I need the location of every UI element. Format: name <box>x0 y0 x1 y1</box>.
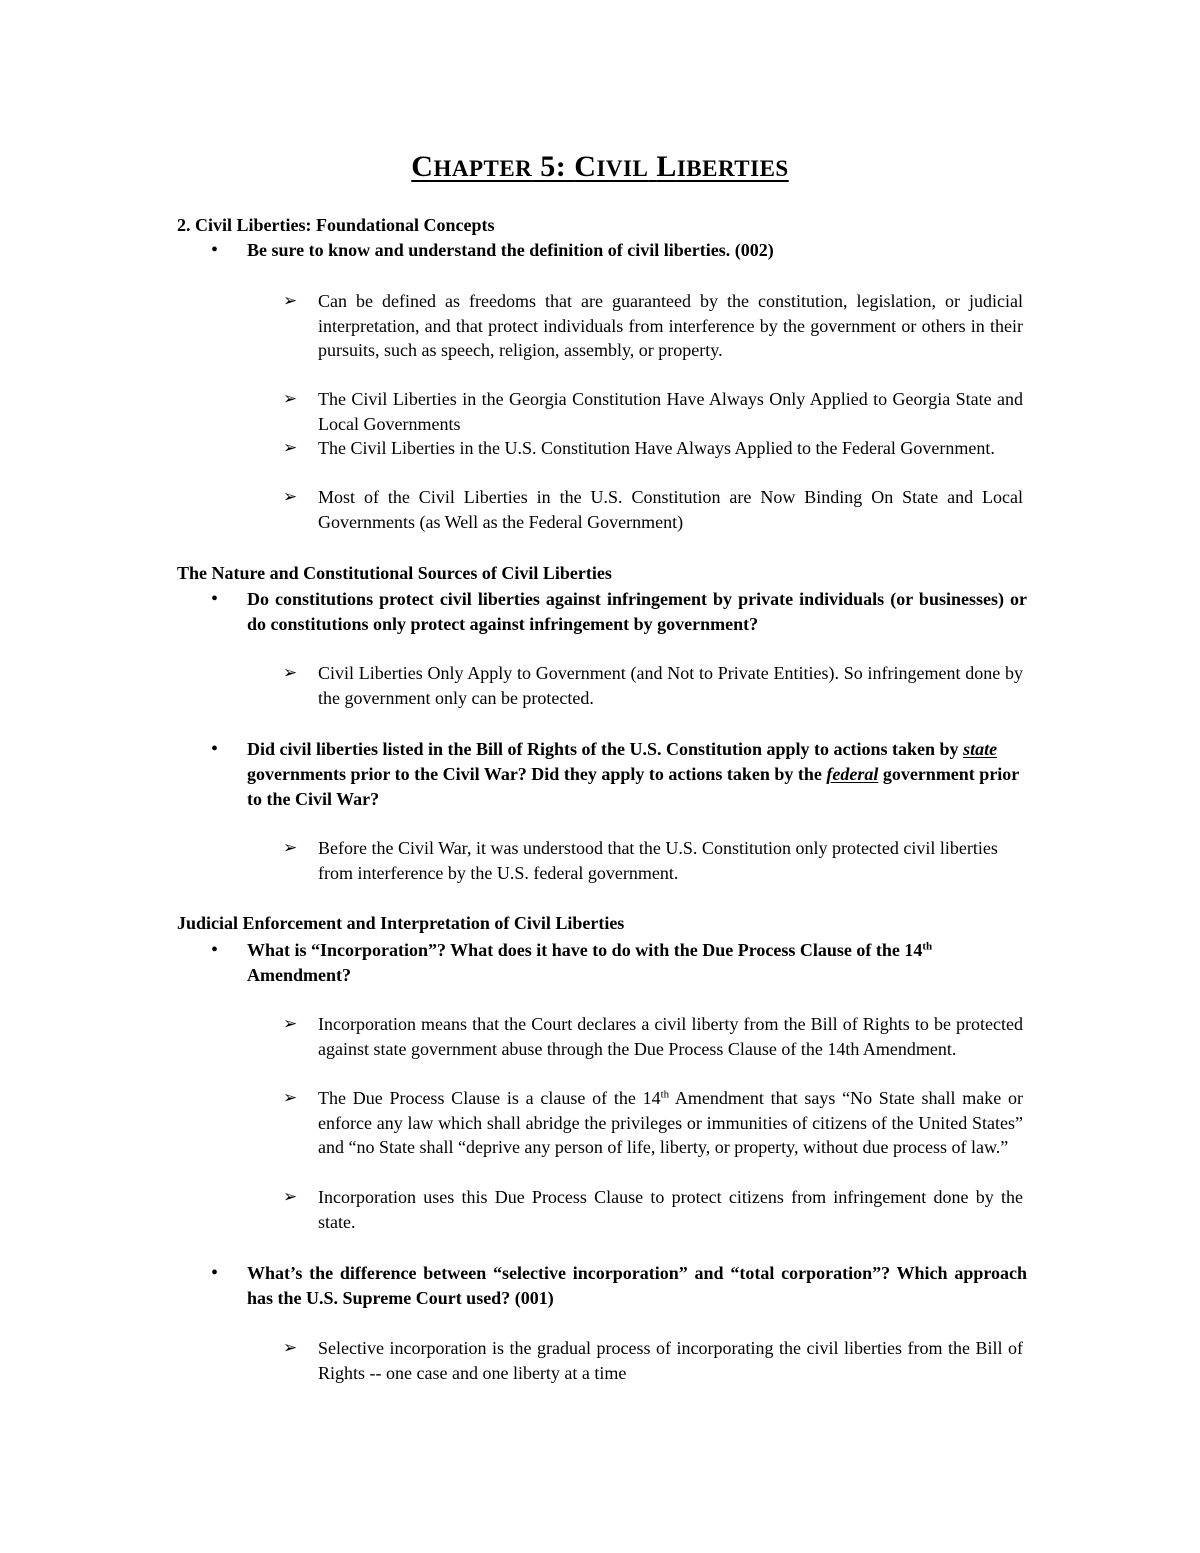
bullet-icon: • <box>211 1262 219 1284</box>
arrow-bullet-icon: ➢ <box>283 838 298 857</box>
answer-us-constitution-federal: The Civil Liberties in the U.S. Constitution Have Always Applied to the Federal Government. <box>318 438 995 458</box>
answer-apply-to-government: Civil Liberties Only Apply to Government (and Not to Private Entities). So infringement done by the government only can be protected. <box>318 663 1023 708</box>
arrow-bullet-icon: ➢ <box>283 487 298 506</box>
answer-incorporation-uses: Incorporation uses this Due Process Clause to protect citizens from infringement done by the state. <box>318 1187 1023 1232</box>
answer-selective-incorporation: Selective incorporation is the gradual process of incorporating the civil liberties from the Bill of Rights -- one case and one liberty at a time <box>318 1338 1023 1383</box>
arrow-bullet-icon: ➢ <box>283 1338 298 1357</box>
answer-binding-on-states: Most of the Civil Liberties in the U.S. Constitution are Now Binding On State and Local Governments (as Well as the Federal Government) <box>318 487 1023 532</box>
answer-before-civil-war: Before the Civil War, it was understood that the U.S. Constitution only protected civil liberties from interference by the U.S. federal government. <box>318 838 998 883</box>
arrow-bullet-icon: ➢ <box>283 1088 298 1107</box>
question-selective-vs-total: What’s the difference between “selective incorporation” and “total corporation”? Which approach has the U.S. Supreme Court used? (001) <box>247 1263 1027 1308</box>
arrow-bullet-icon: ➢ <box>283 291 298 310</box>
question-private-infringement: Do constitutions protect civil liberties against infringement by private individuals (or businesses) or do constitutions only protect against infringement by government? <box>247 589 1027 634</box>
bullet-icon: • <box>211 939 219 961</box>
answer-due-process-clause: The Due Process Clause is a clause of the 14th Amendment that says “No State shall make or enforce any law which shall abridge the privileges or immunities of citizens of the United States” and “no State shall “deprive any person of life, liberty, or property, without due process of law.” <box>318 1088 1023 1157</box>
page-title: CHAPTER 5: CIVIL LIBERTIES <box>411 150 789 183</box>
question-definition: Be sure to know and understand the definition of civil liberties. (002) <box>247 240 774 260</box>
arrow-bullet-icon: ➢ <box>283 1187 298 1206</box>
section-heading-judicial-enforcement: Judicial Enforcement and Interpretation of Civil Liberties <box>177 913 625 933</box>
section-heading-foundational-concepts: 2. Civil Liberties: Foundational Concepts <box>177 215 495 235</box>
answer-definition: Can be defined as freedoms that are guaranteed by the constitution, legislation, or judicial interpretation, and that protect individuals from interference by the government or others in their pursuits, such as speech, religion, assembly, or property. <box>318 291 1023 360</box>
bullet-icon: • <box>211 738 219 760</box>
answer-incorporation-meaning: Incorporation means that the Court declares a civil liberty from the Bill of Rights to be protected against state government abuse through the Due Process Clause of the 14th Amendment. <box>318 1014 1023 1059</box>
arrow-bullet-icon: ➢ <box>283 438 298 457</box>
arrow-bullet-icon: ➢ <box>283 1014 298 1033</box>
bullet-icon: • <box>211 588 219 610</box>
answer-georgia-constitution: The Civil Liberties in the Georgia Constitution Have Always Only Applied to Georgia State and Local Governments <box>318 389 1023 434</box>
arrow-bullet-icon: ➢ <box>283 663 298 682</box>
bullet-icon: • <box>211 239 219 261</box>
question-incorporation: What is “Incorporation”? What does it have to do with the Due Process Clause of the 14th Amendment? <box>247 940 933 985</box>
question-bill-of-rights-civil-war: Did civil liberties listed in the Bill of Rights of the U.S. Constitution apply to actions taken by state governments prior to the Civil War? Did they apply to actions taken by the federal government prior to the Civil War? <box>247 739 1019 809</box>
arrow-bullet-icon: ➢ <box>283 389 298 408</box>
section-heading-nature-sources: The Nature and Constitutional Sources of Civil Liberties <box>177 563 612 583</box>
